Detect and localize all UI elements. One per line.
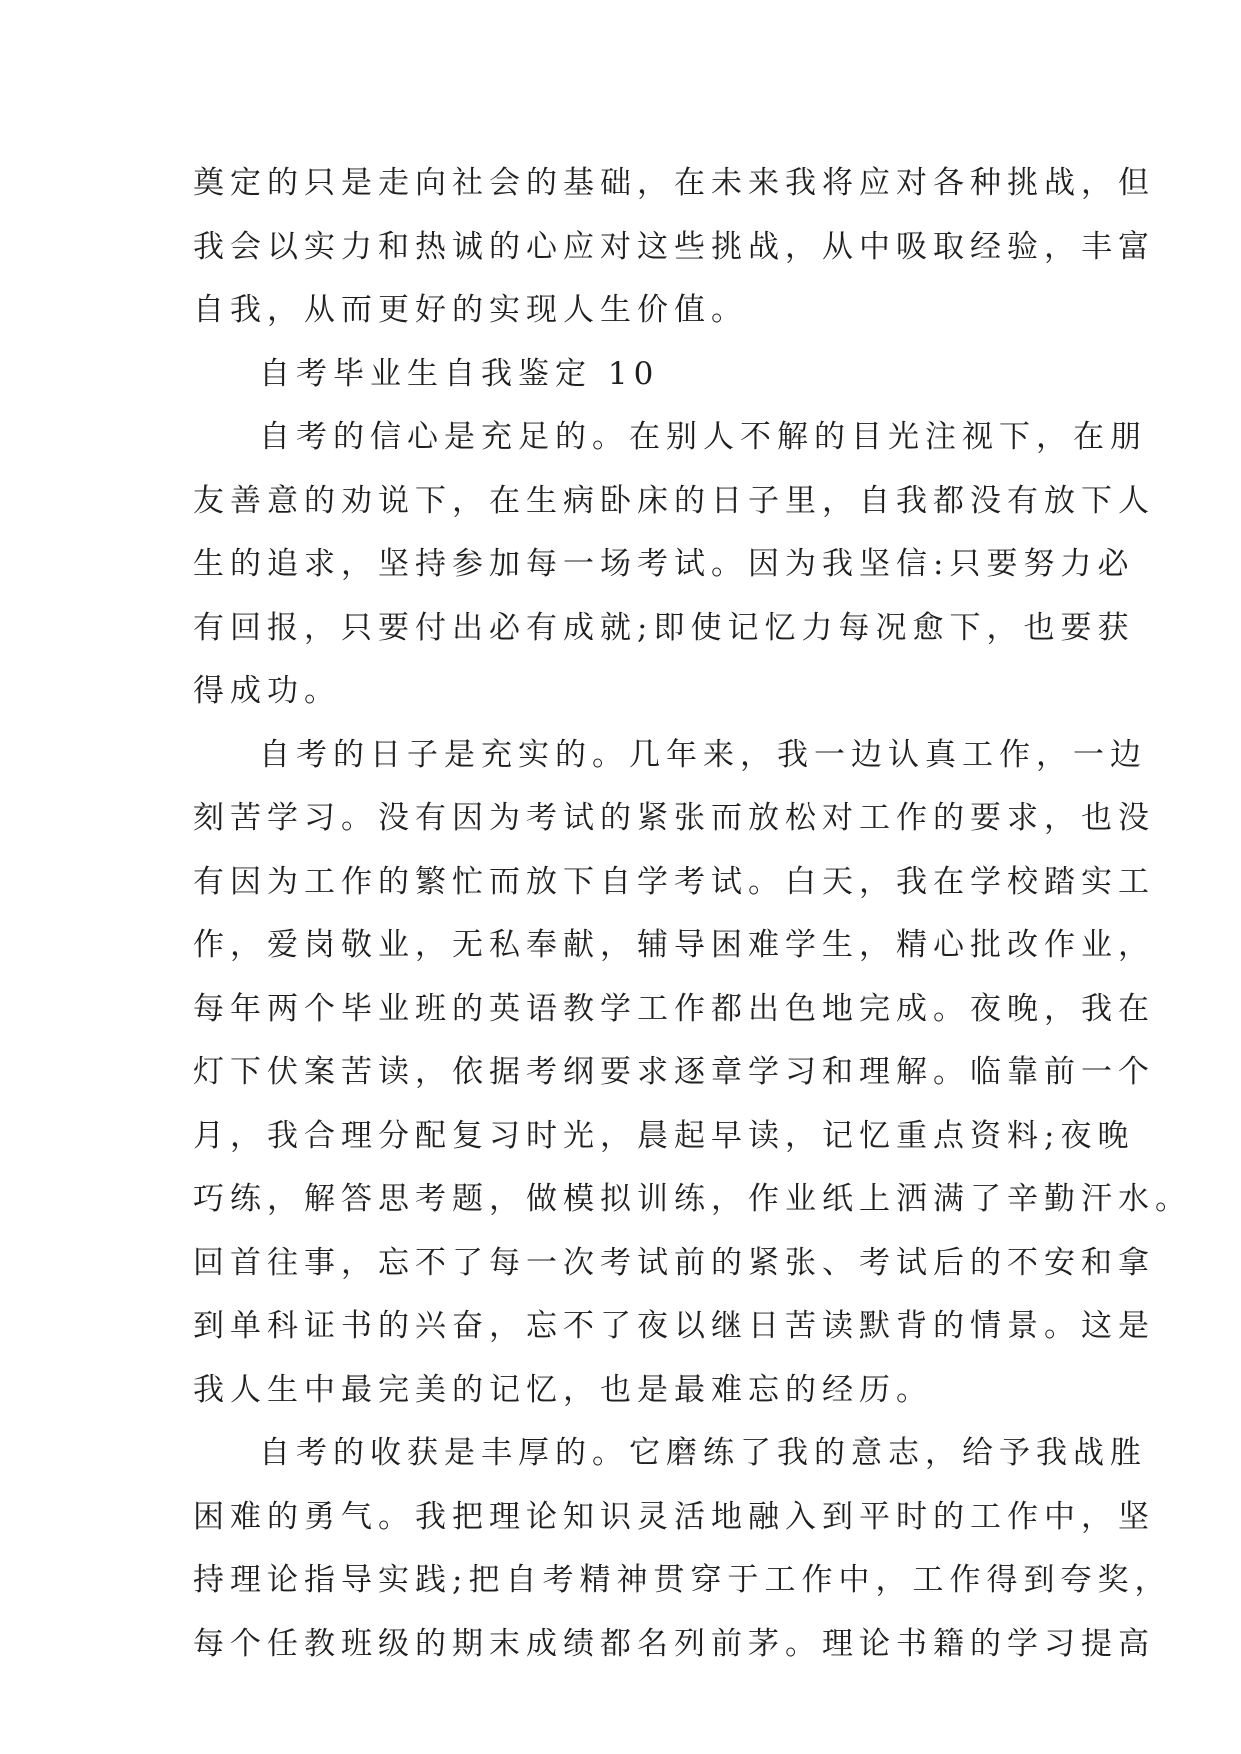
text-line: 巧练，解答思考题，做模拟训练，作业纸上洒满了辛勤汗水。 [193, 1181, 1192, 1217]
text-line: 友善意的劝说下，在生病卧床的日子里，自我都没有放下人 [193, 482, 1155, 519]
text-line: 回首往事，忘不了每一次考试前的紧张、考试后的不安和拿 [193, 1244, 1155, 1281]
text-line: 自我，从而更好的实现人生价值。 [193, 292, 748, 328]
text-line: 作，爱岗敬业，无私奉献，辅导困难学生，精心批改作业， [193, 927, 1155, 963]
paragraph-continuation [193, 152, 1155, 343]
paragraph-harvest [193, 1422, 1172, 1676]
text-line: 刻苦学习。没有因为考试的紧张而放松对工作的要求，也没 [193, 800, 1155, 836]
text-line: 有回报，只要付出必有成就;即使记忆力每况愈下，也要获 [193, 609, 1135, 646]
text-line: 灯下伏案苦读，依据考纲要求逐章学习和理解。临靠前一个 [193, 1054, 1155, 1090]
text-line: 有因为工作的繁忙而放下自学考试。白天，我在学校踏实工 [193, 863, 1155, 900]
text-line: 奠定的只是走向社会的基础，在未来我将应对各种挑战，但 [193, 165, 1155, 201]
text-line: 每个任教班级的期末成绩都名列前茅。理论书籍的学习提高 [193, 1625, 1155, 1662]
heading-line: 自考毕业生自我鉴定 10 [259, 355, 660, 392]
text-line: 困难的勇气。我把理论知识灵活地融入到平时的工作中，坚 [193, 1498, 1155, 1535]
text-line: 自考的收获是丰厚的。它磨练了我的意志，给予我战胜 [259, 1435, 1147, 1471]
paragraph-days [193, 724, 1192, 1423]
document-body [193, 152, 1192, 1676]
text-line: 到单科证书的兴奋，忘不了夜以继日苦读默背的情景。这是 [193, 1308, 1155, 1344]
paragraph-confidence [193, 406, 1155, 724]
text-line: 我会以实力和热诚的心应对这些挑战，从中吸取经验，丰富 [193, 228, 1155, 265]
section-heading [193, 343, 1045, 407]
text-line: 得成功。 [193, 673, 341, 709]
text-line: 自考的日子是充实的。几年来，我一边认真工作，一边 [259, 736, 1147, 773]
text-line: 生的追求，坚持参加每一场考试。因为我坚信:只要努力必 [193, 546, 1135, 582]
text-line: 自考的信心是充足的。在别人不解的目光注视下，在朋 [259, 419, 1147, 455]
text-line: 持理论指导实践;把自考精神贯穿于工作中，工作得到夸奖， [193, 1562, 1172, 1598]
text-line: 每年两个毕业班的英语教学工作都出色地完成。夜晚，我在 [193, 990, 1155, 1027]
text-line: 我人生中最完美的记忆，也是最难忘的经历。 [193, 1371, 933, 1408]
text-line: 月，我合理分配复习时光，晨起早读，记忆重点资料;夜晚 [193, 1117, 1135, 1154]
